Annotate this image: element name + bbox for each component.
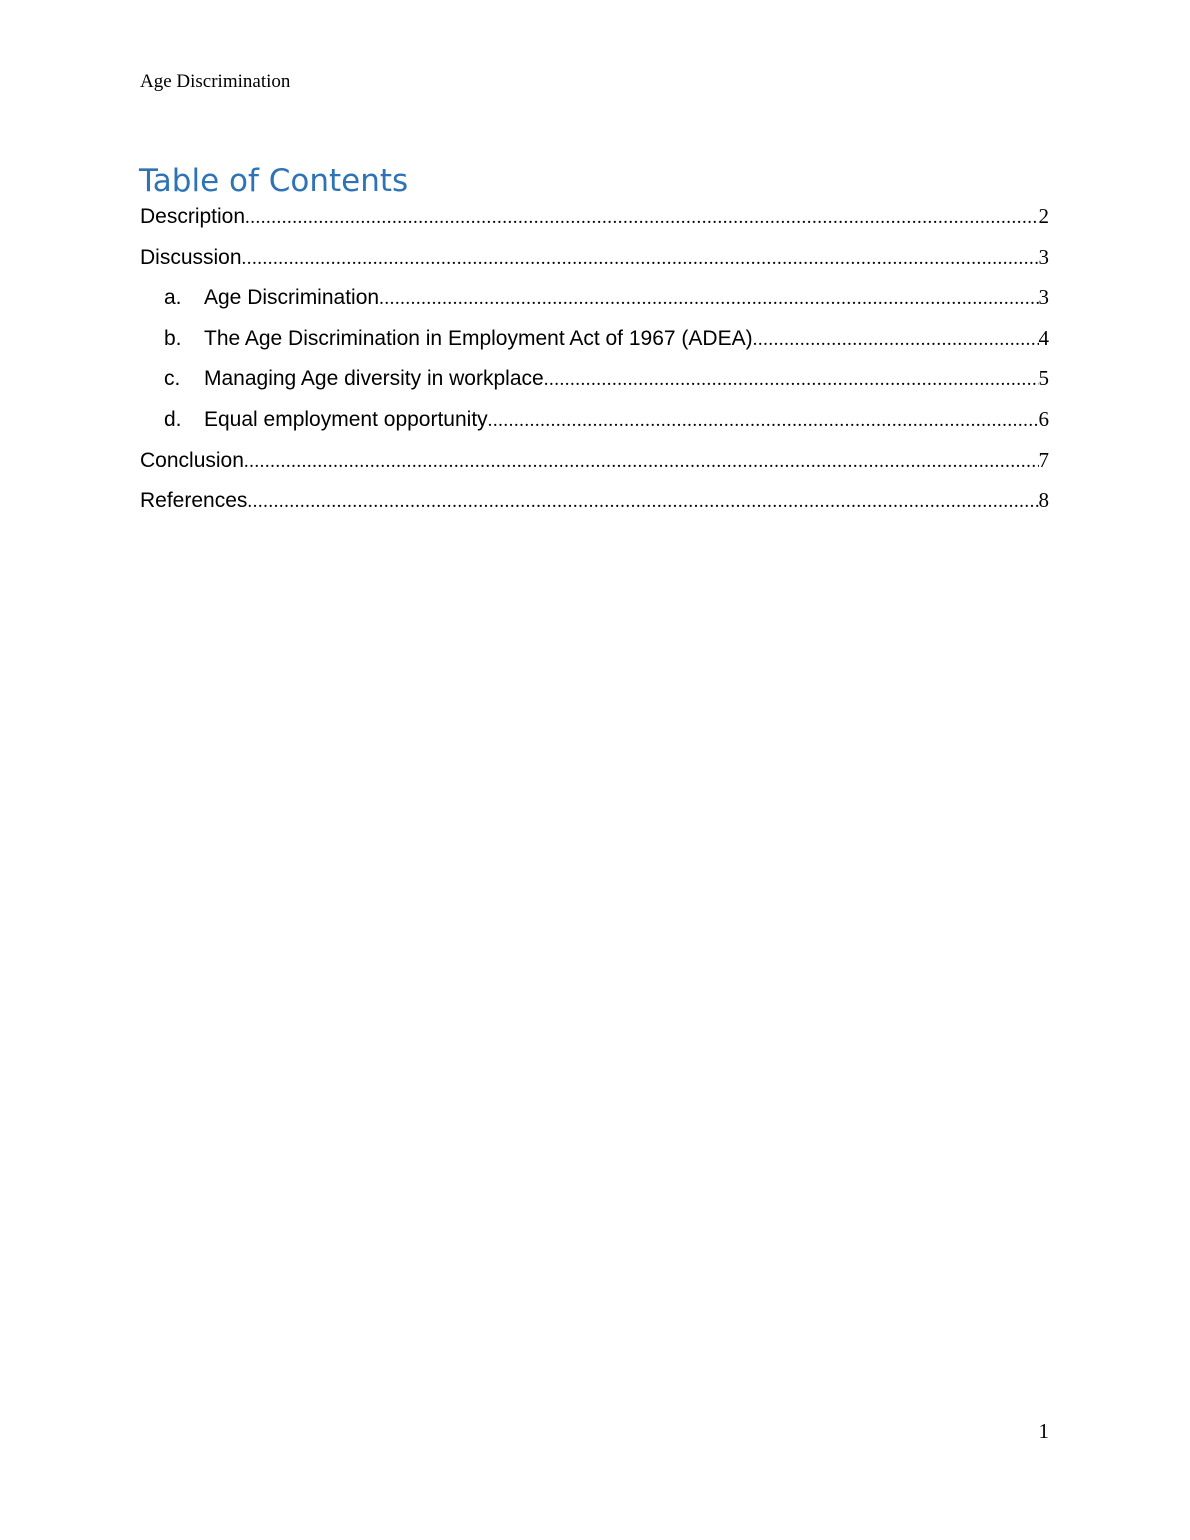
toc-entry-title: Equal employment opportunity xyxy=(204,407,488,431)
table-of-contents xyxy=(140,201,1049,526)
toc-entry-title: References xyxy=(140,489,248,513)
toc-entry-discussion[interactable] xyxy=(140,242,1049,283)
toc-entry-title: Managing Age diversity in workplace xyxy=(204,367,544,391)
toc-list-marker: a. xyxy=(164,286,182,310)
toc-entry-description[interactable] xyxy=(140,201,1049,242)
toc-list-marker: c. xyxy=(164,367,181,391)
toc-page-number: 3 xyxy=(1038,244,1049,269)
toc-entry-title: Description xyxy=(140,205,246,228)
toc-entry-title: The Age Discrimination in Employment Act of 1967 (ADEA) xyxy=(204,326,753,350)
toc-dot-leader xyxy=(488,406,1039,436)
toc-heading: Table of Contents xyxy=(139,163,409,199)
toc-page-number: 4 xyxy=(1038,325,1049,350)
toc-page-number: 6 xyxy=(1038,406,1049,431)
toc-entry-title: Age Discrimination xyxy=(204,286,380,310)
toc-list-marker: b. xyxy=(164,326,182,350)
toc-dot-leader xyxy=(753,325,1039,355)
toc-entry-references[interactable] xyxy=(140,485,1049,526)
toc-entry-equal-employment-opportunity[interactable] xyxy=(140,404,1049,445)
toc-page-number: 8 xyxy=(1038,488,1049,513)
toc-entry-title: Discussion xyxy=(140,245,242,269)
toc-dot-leader xyxy=(244,447,1039,477)
toc-page-number: 7 xyxy=(1038,447,1049,472)
toc-entry-adea[interactable] xyxy=(140,323,1049,364)
toc-entry-age-discrimination[interactable] xyxy=(140,282,1049,323)
toc-entry-conclusion[interactable] xyxy=(140,445,1049,486)
toc-page-number: 5 xyxy=(1038,366,1049,391)
toc-dot-leader xyxy=(242,244,1039,274)
running-header: Age Discrimination xyxy=(140,71,291,92)
toc-list-marker: d. xyxy=(164,407,182,431)
toc-dot-leader xyxy=(544,365,1039,395)
toc-page-number: 2 xyxy=(1038,204,1049,228)
toc-dot-leader xyxy=(379,284,1038,314)
toc-dot-leader xyxy=(245,203,1038,233)
toc-entry-managing-age-diversity[interactable] xyxy=(140,363,1049,404)
toc-entry-title: Conclusion xyxy=(140,448,244,472)
toc-page-number: 3 xyxy=(1038,285,1049,310)
toc-dot-leader xyxy=(247,487,1038,517)
footer-page-number: 1 xyxy=(1038,1419,1049,1443)
